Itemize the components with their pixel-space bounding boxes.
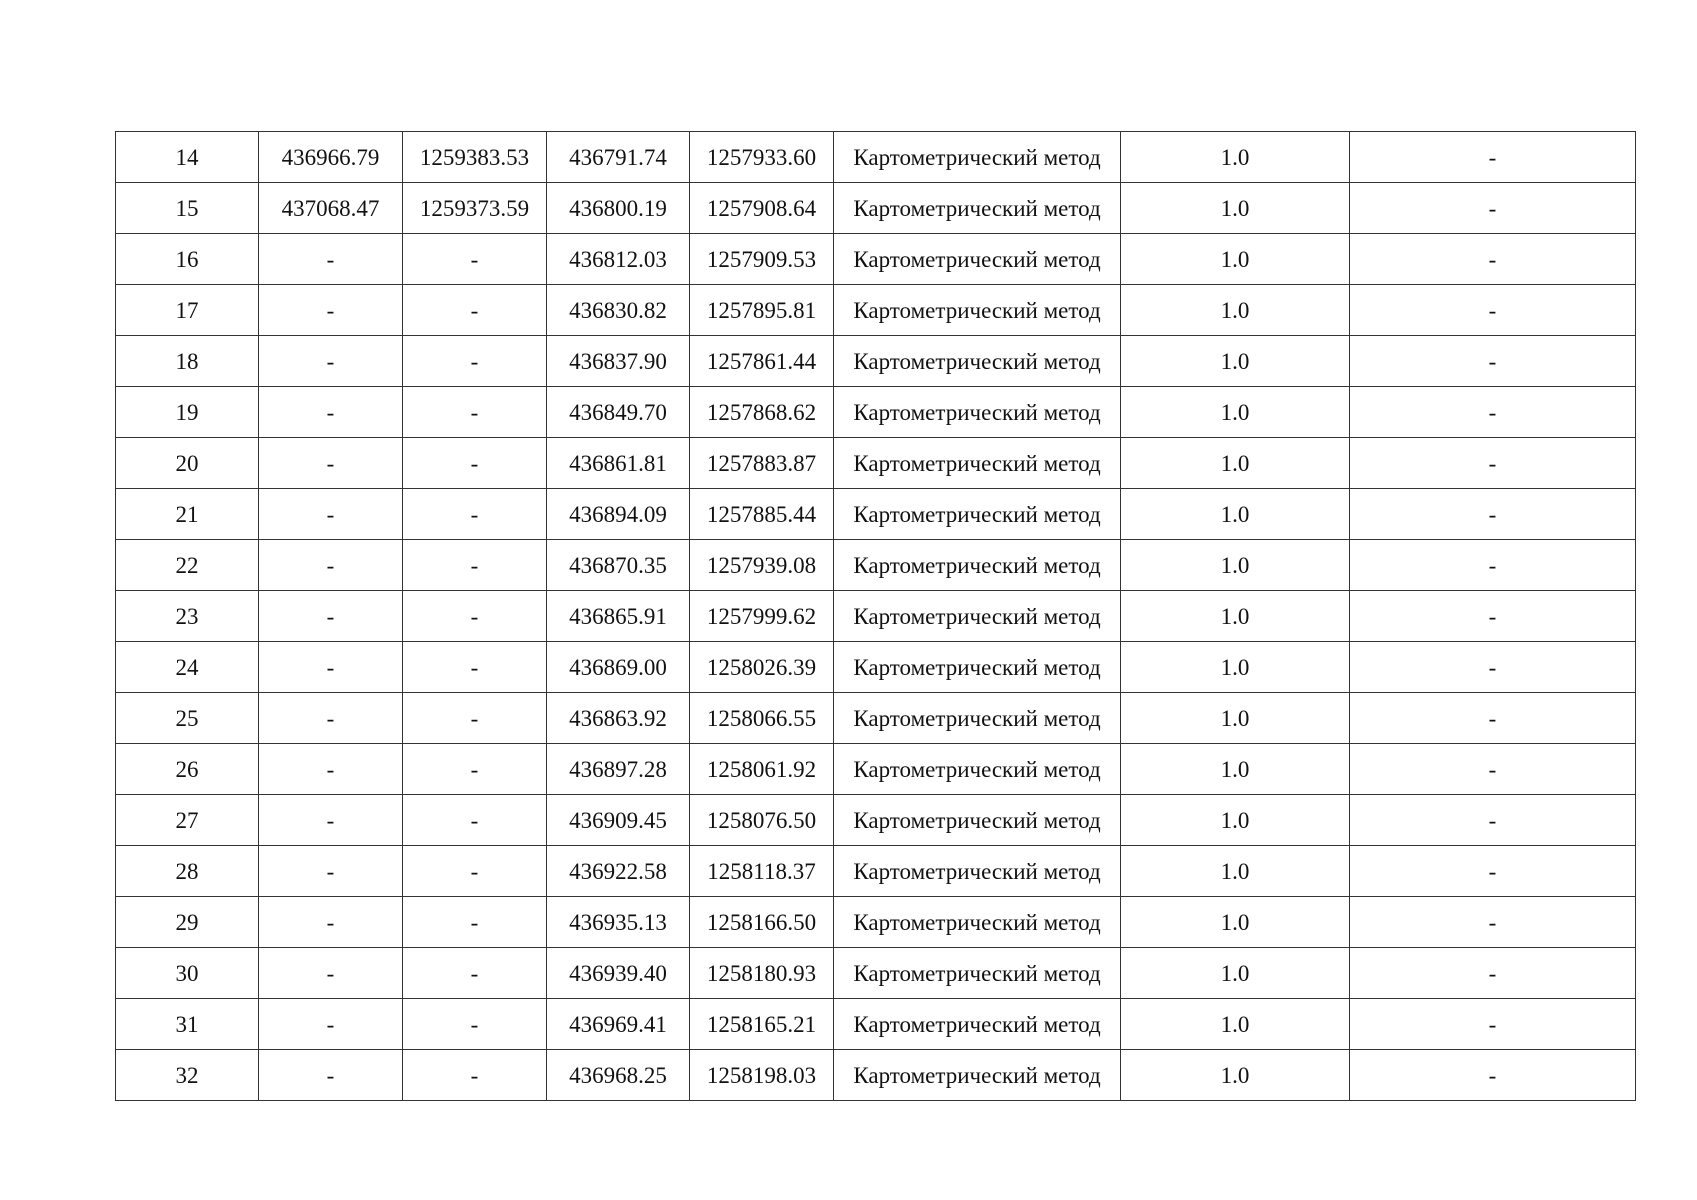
new-x-cell: 436909.45 [547,795,690,846]
table-row [116,132,1636,183]
point-number-cell: 19 [116,387,259,438]
method-cell: Картометрический метод [834,999,1121,1050]
new-x-cell: 436837.90 [547,336,690,387]
description-cell: - [1350,183,1636,234]
new-x-cell: 436939.40 [547,948,690,999]
point-number-cell: 20 [116,438,259,489]
description-cell: - [1350,591,1636,642]
new-x-cell: 436869.00 [547,642,690,693]
new-x-cell: 436935.13 [547,897,690,948]
point-number-cell: 31 [116,999,259,1050]
old-x-cell: - [259,999,403,1050]
accuracy-cell: 1.0 [1121,438,1350,489]
table-row [116,540,1636,591]
old-x-cell: - [259,387,403,438]
new-x-cell: 436897.28 [547,744,690,795]
point-number-cell: 17 [116,285,259,336]
description-cell: - [1350,1050,1636,1101]
table-row [116,846,1636,897]
new-x-cell: 436865.91 [547,591,690,642]
accuracy-cell: 1.0 [1121,285,1350,336]
accuracy-cell: 1.0 [1121,183,1350,234]
new-y-cell: 1258118.37 [690,846,834,897]
table-row [116,693,1636,744]
new-y-cell: 1257883.87 [690,438,834,489]
method-cell: Картометрический метод [834,132,1121,183]
old-y-cell: - [403,999,547,1050]
old-y-cell: - [403,948,547,999]
old-x-cell: - [259,489,403,540]
method-cell: Картометрический метод [834,387,1121,438]
old-x-cell: - [259,897,403,948]
old-y-cell: - [403,642,547,693]
new-y-cell: 1257895.81 [690,285,834,336]
new-y-cell: 1257908.64 [690,183,834,234]
new-x-cell: 436800.19 [547,183,690,234]
table-row [116,438,1636,489]
description-cell: - [1350,897,1636,948]
accuracy-cell: 1.0 [1121,387,1350,438]
method-cell: Картометрический метод [834,846,1121,897]
table-row [116,234,1636,285]
old-x-cell: 437068.47 [259,183,403,234]
point-number-cell: 32 [116,1050,259,1101]
new-x-cell: 436812.03 [547,234,690,285]
new-x-cell: 436968.25 [547,1050,690,1101]
method-cell: Картометрический метод [834,489,1121,540]
description-cell: - [1350,693,1636,744]
new-x-cell: 436870.35 [547,540,690,591]
description-cell: - [1350,387,1636,438]
old-x-cell: - [259,795,403,846]
old-y-cell: - [403,744,547,795]
old-x-cell: - [259,1050,403,1101]
table-row [116,744,1636,795]
table-row [116,591,1636,642]
old-x-cell: - [259,948,403,999]
accuracy-cell: 1.0 [1121,693,1350,744]
new-x-cell: 436791.74 [547,132,690,183]
old-x-cell: - [259,234,403,285]
accuracy-cell: 1.0 [1121,591,1350,642]
old-x-cell: - [259,846,403,897]
table-row [116,795,1636,846]
point-number-cell: 27 [116,795,259,846]
new-x-cell: 436922.58 [547,846,690,897]
point-number-cell: 24 [116,642,259,693]
accuracy-cell: 1.0 [1121,642,1350,693]
accuracy-cell: 1.0 [1121,234,1350,285]
new-y-cell: 1258066.55 [690,693,834,744]
new-y-cell: 1257868.62 [690,387,834,438]
accuracy-cell: 1.0 [1121,132,1350,183]
old-x-cell: 436966.79 [259,132,403,183]
point-number-cell: 14 [116,132,259,183]
table-row [116,897,1636,948]
new-x-cell: 436863.92 [547,693,690,744]
method-cell: Картометрический метод [834,1050,1121,1101]
new-x-cell: 436969.41 [547,999,690,1050]
old-y-cell: - [403,387,547,438]
new-y-cell: 1258061.92 [690,744,834,795]
description-cell: - [1350,336,1636,387]
method-cell: Картометрический метод [834,234,1121,285]
point-number-cell: 28 [116,846,259,897]
old-y-cell: - [403,489,547,540]
new-y-cell: 1258180.93 [690,948,834,999]
accuracy-cell: 1.0 [1121,999,1350,1050]
description-cell: - [1350,795,1636,846]
old-y-cell: - [403,285,547,336]
new-y-cell: 1257861.44 [690,336,834,387]
coordinates-table-container [115,131,1635,1101]
old-x-cell: - [259,285,403,336]
point-number-cell: 21 [116,489,259,540]
point-number-cell: 16 [116,234,259,285]
point-number-cell: 26 [116,744,259,795]
table-row [116,999,1636,1050]
table-row [116,183,1636,234]
accuracy-cell: 1.0 [1121,540,1350,591]
method-cell: Картометрический метод [834,183,1121,234]
old-x-cell: - [259,438,403,489]
old-x-cell: - [259,540,403,591]
point-number-cell: 23 [116,591,259,642]
new-y-cell: 1257885.44 [690,489,834,540]
table-row [116,489,1636,540]
table-row [116,642,1636,693]
table-row [116,285,1636,336]
description-cell: - [1350,234,1636,285]
new-y-cell: 1257909.53 [690,234,834,285]
description-cell: - [1350,846,1636,897]
point-number-cell: 30 [116,948,259,999]
new-x-cell: 436894.09 [547,489,690,540]
new-y-cell: 1257933.60 [690,132,834,183]
new-y-cell: 1258076.50 [690,795,834,846]
new-y-cell: 1258198.03 [690,1050,834,1101]
new-x-cell: 436849.70 [547,387,690,438]
old-y-cell: - [403,795,547,846]
description-cell: - [1350,999,1636,1050]
method-cell: Картометрический метод [834,897,1121,948]
old-x-cell: - [259,642,403,693]
accuracy-cell: 1.0 [1121,897,1350,948]
new-y-cell: 1257999.62 [690,591,834,642]
old-y-cell: - [403,336,547,387]
old-x-cell: - [259,744,403,795]
method-cell: Картометрический метод [834,744,1121,795]
accuracy-cell: 1.0 [1121,795,1350,846]
description-cell: - [1350,489,1636,540]
table-row [116,1050,1636,1101]
table-body [116,132,1636,1101]
new-y-cell: 1257939.08 [690,540,834,591]
description-cell: - [1350,642,1636,693]
old-x-cell: - [259,336,403,387]
new-y-cell: 1258165.21 [690,999,834,1050]
description-cell: - [1350,285,1636,336]
new-y-cell: 1258166.50 [690,897,834,948]
method-cell: Картометрический метод [834,540,1121,591]
table-row [116,336,1636,387]
old-y-cell: - [403,234,547,285]
old-y-cell: - [403,1050,547,1101]
old-y-cell: - [403,591,547,642]
method-cell: Картометрический метод [834,795,1121,846]
old-y-cell: 1259373.59 [403,183,547,234]
old-y-cell: - [403,897,547,948]
description-cell: - [1350,744,1636,795]
point-number-cell: 15 [116,183,259,234]
accuracy-cell: 1.0 [1121,336,1350,387]
method-cell: Картометрический метод [834,336,1121,387]
accuracy-cell: 1.0 [1121,489,1350,540]
point-number-cell: 22 [116,540,259,591]
new-x-cell: 436830.82 [547,285,690,336]
old-y-cell: - [403,540,547,591]
table-row [116,387,1636,438]
method-cell: Картометрический метод [834,285,1121,336]
old-y-cell: 1259383.53 [403,132,547,183]
accuracy-cell: 1.0 [1121,846,1350,897]
description-cell: - [1350,438,1636,489]
old-x-cell: - [259,591,403,642]
old-y-cell: - [403,693,547,744]
accuracy-cell: 1.0 [1121,744,1350,795]
old-y-cell: - [403,438,547,489]
point-number-cell: 25 [116,693,259,744]
point-number-cell: 29 [116,897,259,948]
method-cell: Картометрический метод [834,693,1121,744]
description-cell: - [1350,540,1636,591]
description-cell: - [1350,948,1636,999]
point-number-cell: 18 [116,336,259,387]
method-cell: Картометрический метод [834,591,1121,642]
method-cell: Картометрический метод [834,438,1121,489]
method-cell: Картометрический метод [834,642,1121,693]
accuracy-cell: 1.0 [1121,1050,1350,1101]
method-cell: Картометрический метод [834,948,1121,999]
coordinates-table [115,131,1636,1101]
table-row [116,948,1636,999]
description-cell: - [1350,132,1636,183]
old-y-cell: - [403,846,547,897]
new-x-cell: 436861.81 [547,438,690,489]
old-x-cell: - [259,693,403,744]
accuracy-cell: 1.0 [1121,948,1350,999]
new-y-cell: 1258026.39 [690,642,834,693]
